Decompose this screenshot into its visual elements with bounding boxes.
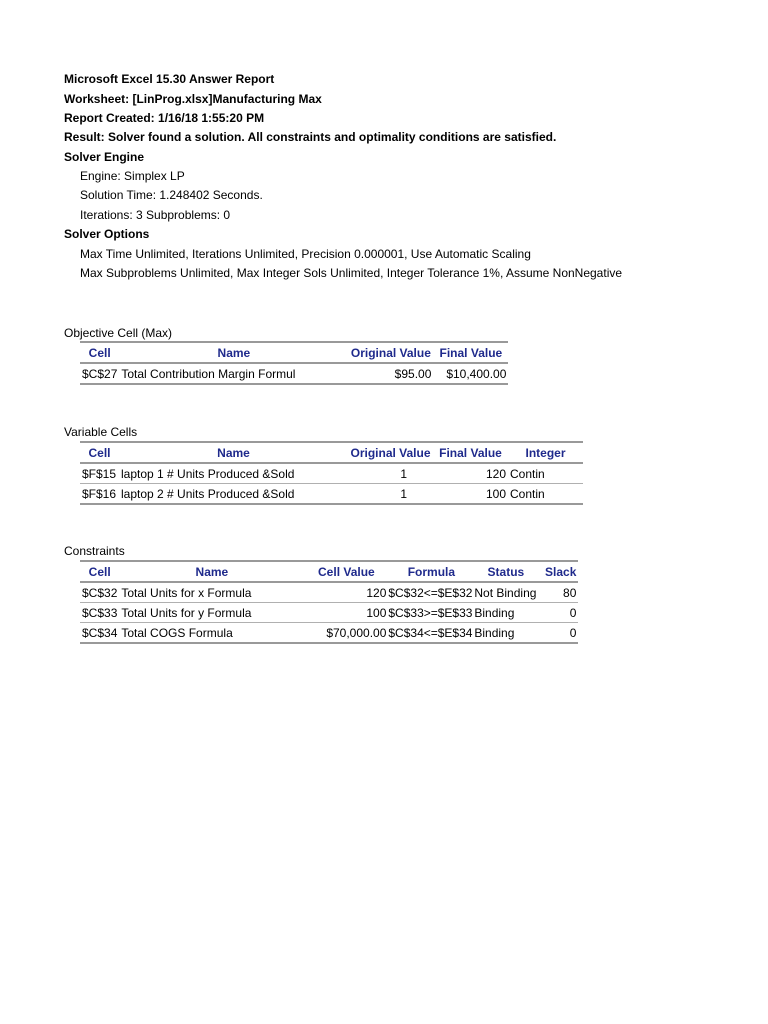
column-header: Cell [80, 442, 119, 463]
variables-section-label: Variable Cells [64, 425, 138, 439]
column-header: Original Value [348, 342, 433, 363]
solution-time-line: Solution Time: 1.248402 Seconds. [80, 188, 263, 202]
table-row [80, 603, 578, 623]
final-value: 120 [433, 463, 508, 484]
result-line: Result: Solver found a solution. All constraints and optimality conditions are satisfied. [64, 130, 557, 144]
solver-options-label: Solver Options [64, 227, 150, 241]
integer-type: Contin [508, 463, 583, 484]
column-header: Name [119, 561, 304, 582]
cell-value: 120 [304, 582, 388, 603]
table-header-row [80, 442, 583, 463]
column-header: Original Value [348, 442, 433, 463]
cell-ref: $C$32 [80, 582, 119, 603]
cell-name: Total Contribution Margin Formul [119, 363, 348, 384]
table-row [80, 363, 508, 384]
cell-name: Total COGS Formula [119, 623, 304, 644]
engine-line: Engine: Simplex LP [80, 169, 185, 183]
constraint-status: Not Binding [474, 582, 537, 603]
cell-value: $70,000.00 [304, 623, 388, 644]
cell-ref: $C$34 [80, 623, 119, 644]
cell-name: laptop 2 # Units Produced &Sold [119, 484, 348, 505]
column-header: Cell Value [304, 561, 388, 582]
column-header: Final Value [433, 342, 508, 363]
original-value: 1 [348, 484, 433, 505]
table-row [80, 484, 583, 505]
iterations-line: Iterations: 3 Subproblems: 0 [80, 208, 231, 222]
column-header: Integer [508, 442, 583, 463]
integer-type: Contin [508, 484, 583, 505]
variables-table [80, 441, 583, 505]
column-header: Formula [388, 561, 474, 582]
cell-ref: $C$27 [80, 363, 119, 384]
column-header: Slack [537, 561, 578, 582]
column-header: Cell [80, 561, 119, 582]
final-value: $10,400.00 [433, 363, 508, 384]
solver-engine-label: Solver Engine [64, 150, 145, 164]
table-header-row [80, 342, 508, 363]
options-line-2: Max Subproblems Unlimited, Max Integer Sols Unlimited, Integer Tolerance 1%, Assume NonNegative [80, 266, 623, 280]
column-header: Status [474, 561, 537, 582]
table-header-row [80, 561, 578, 582]
column-header: Name [119, 442, 348, 463]
objective-table [80, 341, 508, 385]
table-row [80, 623, 578, 644]
cell-name: Total Units for x Formula [119, 582, 304, 603]
cell-ref: $F$16 [80, 484, 119, 505]
table-row [80, 582, 578, 603]
constraint-formula: $C$33>=$E$33 [388, 603, 474, 623]
options-line-1: Max Time Unlimited, Iterations Unlimited, Precision 0.000001, Use Automatic Scaling [80, 247, 531, 261]
worksheet-line: Worksheet: [LinProg.xlsx]Manufacturing Max [64, 92, 322, 106]
objective-section-label: Objective Cell (Max) [64, 326, 173, 340]
column-header: Name [119, 342, 348, 363]
constraints-section-label: Constraints [64, 544, 125, 558]
cell-ref: $F$15 [80, 463, 119, 484]
cell-ref: $C$33 [80, 603, 119, 623]
original-value: $95.00 [348, 363, 433, 384]
slack-value: 0 [537, 623, 578, 644]
constraint-status: Binding [474, 623, 537, 644]
original-value: 1 [348, 463, 433, 484]
column-header: Cell [80, 342, 119, 363]
report-title: Microsoft Excel 15.30 Answer Report [64, 72, 275, 86]
cell-value: 100 [304, 603, 388, 623]
cell-name: Total Units for y Formula [119, 603, 304, 623]
slack-value: 0 [537, 603, 578, 623]
constraint-formula: $C$34<=$E$34 [388, 623, 474, 644]
slack-value: 80 [537, 582, 578, 603]
column-header: Final Value [433, 442, 508, 463]
constraint-formula: $C$32<=$E$32 [388, 582, 474, 603]
report-created-line: Report Created: 1/16/18 1:55:20 PM [64, 111, 265, 125]
constraints-table [80, 560, 578, 644]
cell-name: laptop 1 # Units Produced &Sold [119, 463, 348, 484]
final-value: 100 [433, 484, 508, 505]
constraint-status: Binding [474, 603, 537, 623]
table-row [80, 463, 583, 484]
